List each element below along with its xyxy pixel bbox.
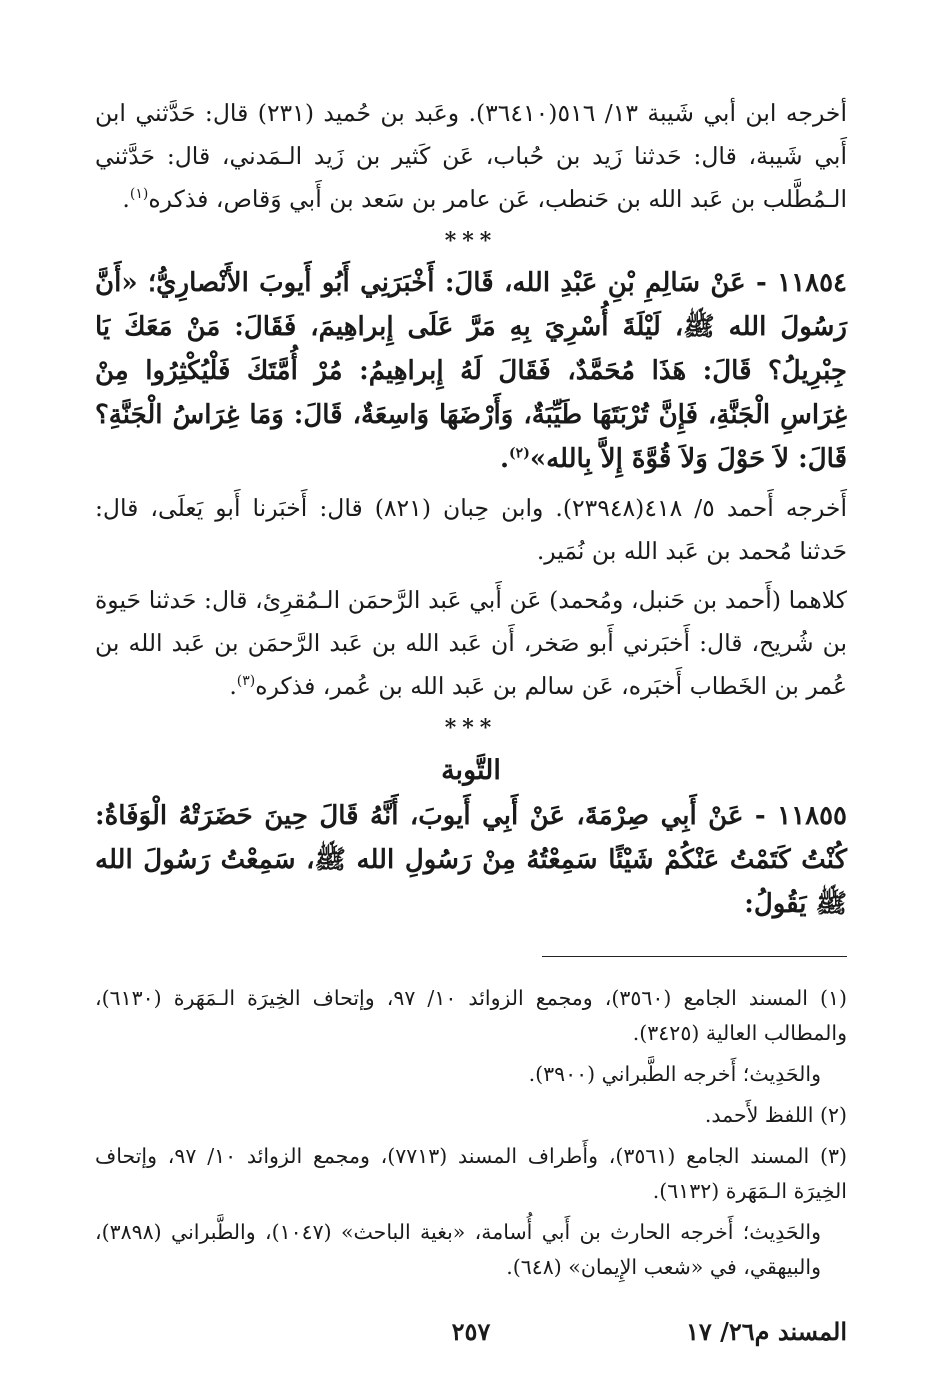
- hadith-11854: ١١٨٥٤ - عَنْ سَالِمِ بْنِ عَبْدِ الله، قَالَ: أَخْبَرَنِي أَبُو أَيوبَ الأَنْصارِيُّ؛ «أَنَّ رَسُولَ الله ﷺ، لَيْلَةَ أُسْرِيَ بِهِ مَرَّ عَلَى إِبراهِيمَ، فَقَالَ: مَنْ مَعَكَ يَا جِبْرِيلُ؟ قَالَ: هَذَا مُحَمَّدٌ، فَقَالَ لَهُ إِبراهِيمُ: مُرْ أُمَّتَكَ فَلْيُكْثِرُوا مِنْ غِرَاسِ الْجَنَّةِ، فَإِنَّ تُرْبَتَهَا طَيِّبَةٌ، وَأَرْضَهَا وَاسِعَةٌ، قَالَ: وَمَا غِرَاسُ الْجَنَّةِ؟ قَالَ: لاَ حَوْلَ وَلاَ قُوَّةَ إِلاَّ بِالله»$^{(٢)}$.: [95, 268, 848, 474]
- signature-mark: المسند م٢٦/ ١٧: [685, 1317, 847, 1346]
- footnote-ref-2[interactable]: (٢): [509, 445, 530, 462]
- footnote-3: (٣) المسند الجامع (٣٥٦١)، وأَطراف المسند (٧٧١٣)، ومجمع الزوائد ١٠/ ٩٧، وإتحاف الخِيرَة الـمَهَرة (٦١٣٢).: [95, 1144, 848, 1203]
- section-separator: ***: [444, 715, 498, 741]
- source-paragraph-1: أخرجه ابن أبي شَيبة ١٣/ ٥١٦(٣٦٤١٠). وعَبد بن حُميد (٢٣١) قال: حَدَّثني ابن أَبي شَيبة، قال: حَدثنا زَيد بن حُباب، عَن كَثير بن زَيد الـمَدني، قال: حَدَّثني الـمُطَّلب بن عَبد الله بن حَنطب، عَن عامر بن سَعد بن أَبي وَقاص، فذكره$^{(١)}$.: [95, 99, 847, 213]
- source-paragraph-2: أَخرجه أَحمد ٥/ ٤١٨(٢٣٩٤٨). وابن حِبان (٨٢١) قال: أَخبَرنا أَبو يَعلَى، قال: حَدثنا مُحمد بن عَبد الله بن نُمَير.: [95, 494, 847, 565]
- page-footer: [95, 1312, 847, 1352]
- page-number: ٢٥٧: [451, 1317, 491, 1346]
- footnote-1-continuation: والحَدِيث؛ أَخرجه الطَّبراني (٣٩٠٠).: [528, 1062, 821, 1086]
- document-page: [95, 92, 847, 1352]
- hadith-text: عَنْ سَالِمِ بْنِ عَبْدِ الله، قَالَ: أَخْبَرَنِي أَبُو أَيوبَ الأَنْصارِيُّ؛ «أَنَّ رَسُولَ الله ﷺ، لَيْلَةَ أُسْرِيَ بِهِ مَرَّ عَلَى إِبراهِيمَ، فَقَالَ: مَنْ مَعَكَ يَا جِبْرِيلُ؟ قَالَ: هَذَا مُحَمَّدٌ، فَقَالَ لَهُ إِبراهِيمُ: مُرْ أُمَّتَكَ فَلْيُكْثِرُوا مِنْ غِرَاسِ الْجَنَّةِ، فَإِنَّ تُرْبَتَهَا طَيِّبَةٌ، وَأَرْضَهَا وَاسِعَةٌ، قَالَ: وَمَا غِرَاسُ الْجَنَّةِ؟ قَالَ: لاَ حَوْلَ وَلاَ قُوَّةَ إِلاَّ بِالله»: [95, 268, 847, 474]
- section-heading: التَّوبة: [441, 755, 501, 786]
- footnotes: [95, 981, 847, 1285]
- footnote-3-continuation: والحَدِيث؛ أَخرجه الحارث بن أَبي أُسامة، «بغية الباحث» (١٠٤٧)، والطَّبراني (٣٨٩٨)، والبيهقي، في «شعب الإِيمان» (٦٤٨).: [95, 1220, 821, 1279]
- footnote-ref-1[interactable]: (١): [129, 186, 149, 203]
- footnote-ref-3[interactable]: (٣): [236, 673, 256, 690]
- source-text: كلاهما (أَحمد بن حَنبل، ومُحمد) عَن أَبي عَبد الرَّحمَن الـمُقرِئ، قال: حَدثنا حَيوة بن شُريح، قال: أَخبَرني أَبو صَخر، أَن عَبد الله بن عَبد الرَّحمَن بن عَبد الله بن عُمر بن الخَطاب أَخبَره، عَن سالم بن عَبد الله بن عُمر، فذكره: [95, 586, 847, 700]
- hadith-11855: [95, 794, 847, 926]
- hadith-number: ١١٨٥٤ -: [756, 268, 848, 298]
- section-separator: ***: [444, 228, 498, 254]
- footnote-2: (٢) اللفظ لأَحمد.: [704, 1103, 847, 1127]
- source-paragraph-3: كلاهما (أَحمد بن حَنبل، ومُحمد) عَن أَبي عَبد الرَّحمَن الـمُقرِئ، قال: حَدثنا حَيوة بن شُريح، قال: أَخبَرني أَبو صَخر، أَن عَبد الله بن عَبد الرَّحمَن بن عَبد الله بن عُمر بن الخَطاب أَخبَره، عَن سالم بن عَبد الله بن عُمر، فذكره$^{(٣)}$.: [95, 586, 847, 700]
- footnote-divider: [542, 956, 847, 957]
- footnote-1: (١) المسند الجامع (٣٥٦٠)، ومجمع الزوائد ١٠/ ٩٧، وإتحاف الخِيرَة الـمَهَرة (٦١٣٠)، والمطالب العالية (٣٤٢٥).: [95, 986, 847, 1045]
- hadith-number: ١١٨٥٥ -: [754, 801, 847, 831]
- hadith-text: عَنْ أَبِي صِرْمَةَ، عَنْ أَبِي أَيوبَ، أَنَّهُ قَالَ حِينَ حَضَرَتْهُ الْوَفَاةُ: كُنْتُ كَتَمْتُ عَنْكُمْ شَيْئًا سَمِعْتُهُ مِنْ رَسُولِ الله ﷺ، سَمِعْتُ رَسُولَ الله ﷺ يَقُولُ:: [95, 801, 847, 919]
- source-text: أخرجه ابن أبي شَيبة ١٣/ ٥١٦(٣٦٤١٠). وعَبد بن حُميد (٢٣١) قال: حَدَّثني ابن أَبي شَيبة، قال: حَدثنا زَيد بن حُباب، عَن كَثير بن زَيد الـمَدني، قال: حَدَّثني الـمُطَّلب بن عَبد الله بن حَنطب، عَن عامر بن سَعد بن أَبي وَقاص، فذكره: [95, 99, 847, 213]
